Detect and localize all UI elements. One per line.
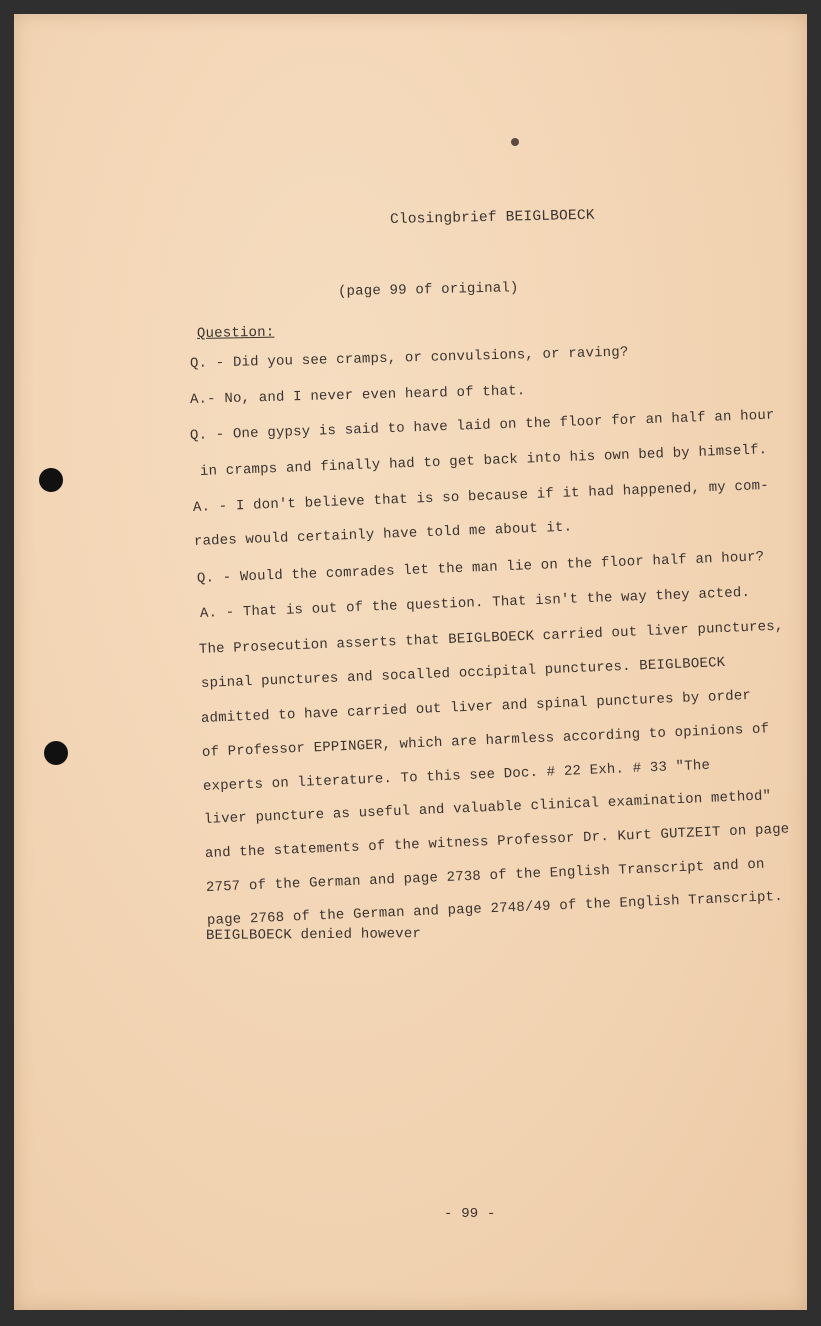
- text-line-3: Q. - One gypsy is said to have laid on the floor for an half an hour: [189, 407, 775, 444]
- page-number: - 99 -: [444, 1206, 496, 1222]
- text-line-12: of Professor EPPINGER, which are harmless according to opinions of: [201, 721, 770, 761]
- ink-dot: [511, 138, 519, 146]
- text-line-15: and the statements of the witness Professor Dr. Kurt GUTZEIT on page: [204, 821, 790, 862]
- text-line-11: admitted to have carried out liver and spinal punctures by order: [200, 687, 752, 727]
- text-line-18: BEIGLBOECK denied however: [205, 926, 422, 944]
- text-line-13: experts on literature. To this see Doc. # 22 Exh. # 33 "The: [202, 757, 711, 795]
- section-label: Question:: [196, 324, 275, 342]
- text-line-5: A. - I don't believe that is so because if it had happened, my com-: [192, 477, 770, 516]
- text-line-6: rades would certainly have told me about it.: [193, 519, 573, 550]
- document-page: [14, 14, 807, 1310]
- document-title: Closingbrief BEIGLBOECK: [389, 207, 595, 228]
- text-line-1: Q. - Did you see cramps, or convulsions, or raving?: [189, 344, 629, 372]
- binder-hole-top: [39, 468, 63, 492]
- text-line-2: A.- No, and I never even heard of that.: [189, 383, 526, 408]
- text-line-17: page 2768 of the German and page 2748/49 of the English Transcript.: [206, 888, 784, 929]
- text-line-7: Q. - Would the comrades let the man lie on the floor half an hour?: [196, 549, 765, 587]
- binder-hole-bottom: [44, 741, 68, 765]
- page-reference: (page 99 of original): [337, 280, 519, 300]
- text-line-10: spinal punctures and socalled occipital punctures. BEIGLBOECK: [200, 654, 726, 692]
- text-line-4: in cramps and finally had to get back into his own bed by himself.: [199, 442, 768, 480]
- text-line-14: liver puncture as useful and valuable clinical examination method": [203, 788, 772, 828]
- text-line-8: A. - That is out of the question. That isn't the way they acted.: [199, 584, 751, 622]
- text-line-9: The Prosecution asserts that BEIGLBOECK carried out liver punctures,: [198, 618, 784, 658]
- text-line-16: 2757 of the German and page 2738 of the English Transcript and on: [205, 856, 765, 896]
